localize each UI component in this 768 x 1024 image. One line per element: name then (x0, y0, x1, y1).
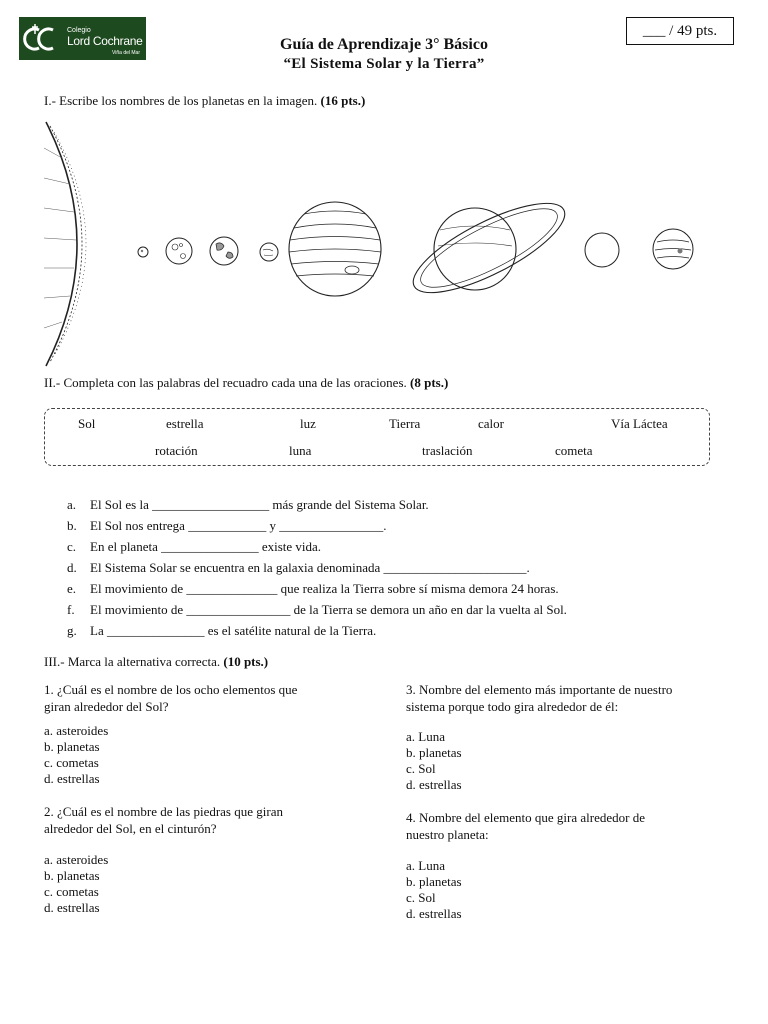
sentence-text: El Sistema Solar se encuentra en la galaxia denominada ______________________. (90, 560, 530, 575)
sun-drawing (46, 122, 77, 366)
word-bank-item: calor (478, 416, 504, 431)
answer-option: b. planetas (44, 739, 100, 754)
section-2-points: (8 pts.) (410, 375, 449, 390)
fill-in-sentence (67, 539, 321, 555)
question-2 (44, 803, 283, 916)
fill-in-sentence (67, 497, 429, 513)
answer-option: d. estrellas (44, 771, 100, 786)
planet-uranus-drawing (585, 233, 619, 267)
question-text: 3. Nombre del elemento más importante de nuestro (406, 682, 673, 697)
question-text: alrededor del Sol, en el cinturón? (44, 821, 217, 836)
word-bank-item: Tierra (389, 416, 421, 431)
section-3-heading (44, 654, 268, 670)
sentence-text: El movimiento de ________________ de la Tierra se demora un año en dar la vuelta al Sol. (90, 602, 567, 617)
answer-option: d. estrellas (44, 900, 100, 915)
sentence-text: La _______________ es el satélite natural de la Tierra. (90, 623, 377, 638)
planet-venus-drawing (166, 238, 192, 264)
answer-option: c. cometas (44, 884, 99, 899)
fill-in-sentence (67, 518, 386, 534)
question-text: nuestro planeta: (406, 827, 489, 842)
word-bank-item: Sol (78, 416, 96, 431)
word-bank-item: Vía Láctea (611, 416, 668, 431)
answer-option: a. Luna (406, 858, 445, 873)
fill-in-sentence (67, 623, 376, 639)
section-1-heading (44, 93, 365, 109)
sentence-text: El movimiento de ______________ que realiza la Tierra sobre sí misma demora 24 horas. (90, 581, 559, 596)
score-box: ___ / 49 pts. (626, 17, 734, 45)
section-3-points: (10 pts.) (223, 654, 269, 669)
logo-school-name: Lord Cochrane (67, 34, 143, 48)
word-bank-item: luz (300, 416, 316, 431)
answer-option: b. planetas (44, 868, 100, 883)
fill-in-sentence (67, 560, 530, 576)
question-1 (44, 681, 297, 787)
answer-option: c. cometas (44, 755, 99, 770)
sentence-label: a. (67, 497, 77, 512)
sentence-text: El Sol es la __________________ más grande del Sistema Solar. (90, 497, 429, 512)
planet-neptune-drawing (653, 229, 693, 269)
planet-mars-drawing (260, 243, 278, 261)
section-3-text: III.- Marca la alternativa correcta. (44, 654, 224, 669)
section-2-text: II.- Completa con las palabras del recuadro cada una de las oraciones. (44, 375, 411, 390)
page-title: Guía de Aprendizaje 3° Básico (280, 36, 488, 53)
section-1-text: I.- Escribe los nombres de los planetas en la imagen. (44, 93, 321, 108)
sentence-label: c. (67, 539, 77, 554)
fill-in-sentence (67, 602, 567, 618)
sentence-label: g. (67, 623, 77, 638)
sentence-text: En el planeta _______________ existe vida. (90, 539, 322, 554)
planet-mercury-drawing (138, 247, 148, 257)
word-bank-item: cometa (555, 443, 593, 458)
section-1-points: (16 pts.) (320, 93, 366, 108)
sentence-label: b. (67, 518, 77, 533)
word-bank-item: luna (289, 443, 312, 458)
fill-in-sentence (67, 581, 559, 597)
solar-system-illustration (40, 118, 720, 370)
answer-option: c. Sol (406, 761, 436, 776)
sentence-label: e. (67, 581, 77, 596)
question-4 (406, 809, 645, 922)
question-text: 1. ¿Cuál es el nombre de los ocho elementos que (44, 682, 298, 697)
answer-option: a. Luna (406, 729, 445, 744)
answer-option: b. planetas (406, 745, 462, 760)
word-bank-item: traslación (422, 443, 473, 458)
logo-small-text: Colegio (67, 27, 91, 34)
answer-option: a. asteroides (44, 723, 109, 738)
question-text: 2. ¿Cuál es el nombre de las piedras que giran (44, 804, 283, 819)
answer-option: d. estrellas (406, 777, 462, 792)
section-2-heading (44, 375, 448, 391)
answer-option: b. planetas (406, 874, 462, 889)
sentence-label: f. (67, 602, 75, 617)
sentence-label: d. (67, 560, 77, 575)
page-subtitle: “El Sistema Solar y la Tierra” (283, 56, 485, 72)
question-text: sistema porque todo gira alrededor de él: (406, 699, 619, 714)
answer-option: d. estrellas (406, 906, 462, 921)
answer-option: a. asteroides (44, 852, 109, 867)
planet-earth-drawing (210, 237, 238, 265)
word-bank-item: rotación (155, 443, 198, 458)
logo-city: Viña del Mar (112, 50, 140, 56)
question-3 (406, 681, 672, 793)
question-text: giran alrededor del Sol? (44, 699, 169, 714)
sentence-text: El Sol nos entrega ____________ y ________________. (90, 518, 387, 533)
answer-option: c. Sol (406, 890, 436, 905)
question-text: 4. Nombre del elemento que gira alrededor de (406, 810, 645, 825)
word-bank-item: estrella (166, 416, 204, 431)
